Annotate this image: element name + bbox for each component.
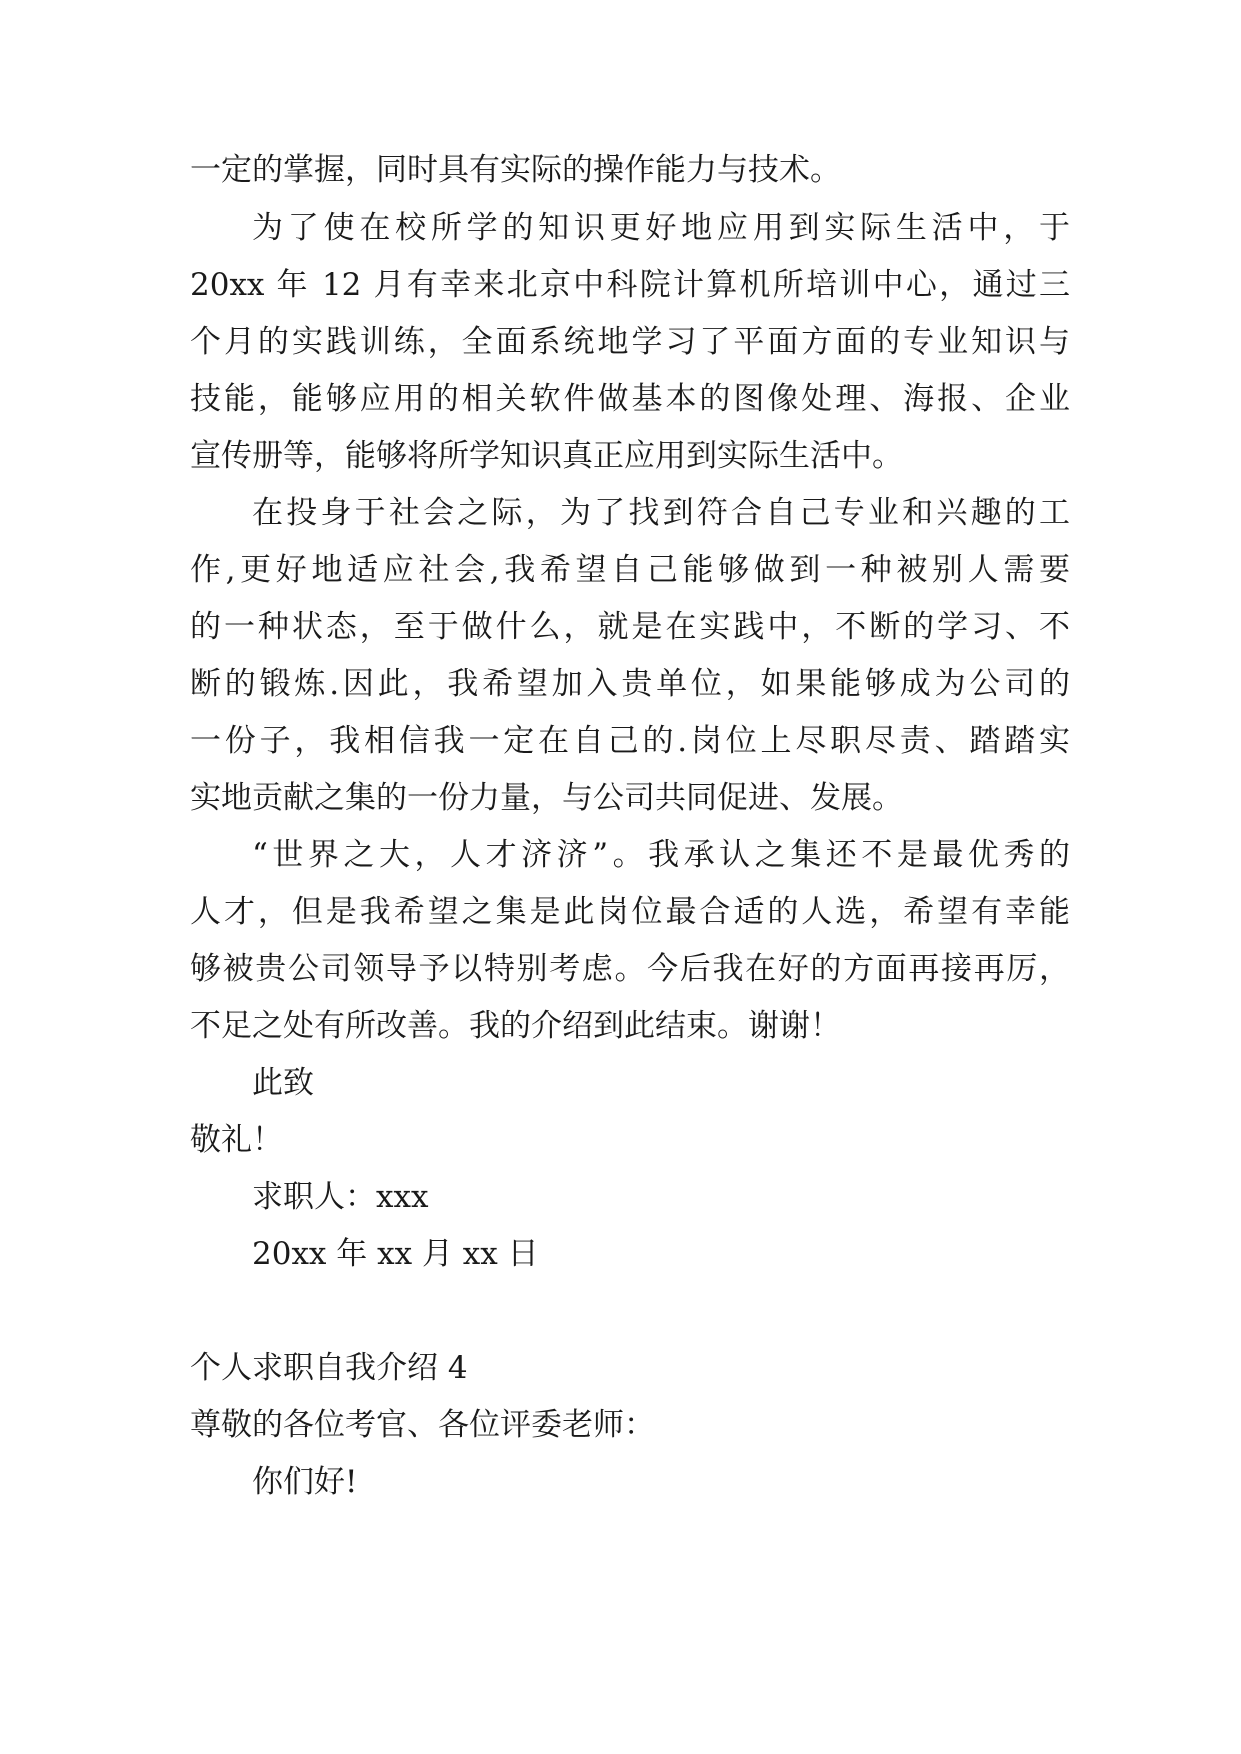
greeting-hello: 你们好! [252,1464,358,1500]
text-line: 一份子，我相信我一定在自己的.岗位上尽职尽责、踏踏实 [190,723,1070,759]
text-line: 够被贵公司领导予以特别考虑。今后我在好的方面再接再厉， [190,951,1070,987]
text-line: 一定的掌握，同时具有实际的操作能力与技术。 [190,152,841,188]
text-line: 实地贡献之集的一份力量，与公司共同促进、发展。 [190,780,903,816]
closing-salutation: 此致 [252,1065,314,1101]
text-line: 20xx 年 12 月有幸来北京中科院计算机所培训中心，通过三 [190,267,1070,303]
paragraph-first-line: 在投身于社会之际，为了找到符合自己专业和兴趣的工 [252,495,1070,531]
paragraph-first-line: 为了使在校所学的知识更好地应用到实际生活中，于 [252,210,1070,246]
text-line: 技能，能够应用的相关软件做基本的图像处理、海报、企业 [190,381,1070,417]
section-title: 个人求职自我介绍 4 [190,1350,468,1386]
signature-date: 20xx 年 xx 月 xx 日 [252,1236,539,1272]
text-line: 个月的实践训练，全面系统地学习了平面方面的专业知识与 [190,324,1070,360]
applicant-signature: 求职人：xxx [252,1179,429,1215]
text-line: 人才，但是我希望之集是此岗位最合适的人选，希望有幸能 [190,894,1070,930]
text-line: 作,更好地适应社会,我希望自己能够做到一种被别人需要 [190,552,1070,588]
greeting-line: 尊敬的各位考官、各位评委老师： [190,1407,655,1443]
closing-respect: 敬礼！ [190,1122,283,1158]
text-line: 断的锻炼.因此，我希望加入贵单位，如果能够成为公司的 [190,666,1070,702]
text-line: 宣传册等，能够将所学知识真正应用到实际生活中。 [190,438,903,474]
text-line: 不足之处有所改善。我的介绍到此结束。谢谢！ [190,1008,841,1044]
text-line: 的一种状态，至于做什么，就是在实践中，不断的学习、不 [190,609,1070,645]
paragraph-first-line: “世界之大，人才济济”。我承认之集还不是最优秀的 [252,837,1070,873]
